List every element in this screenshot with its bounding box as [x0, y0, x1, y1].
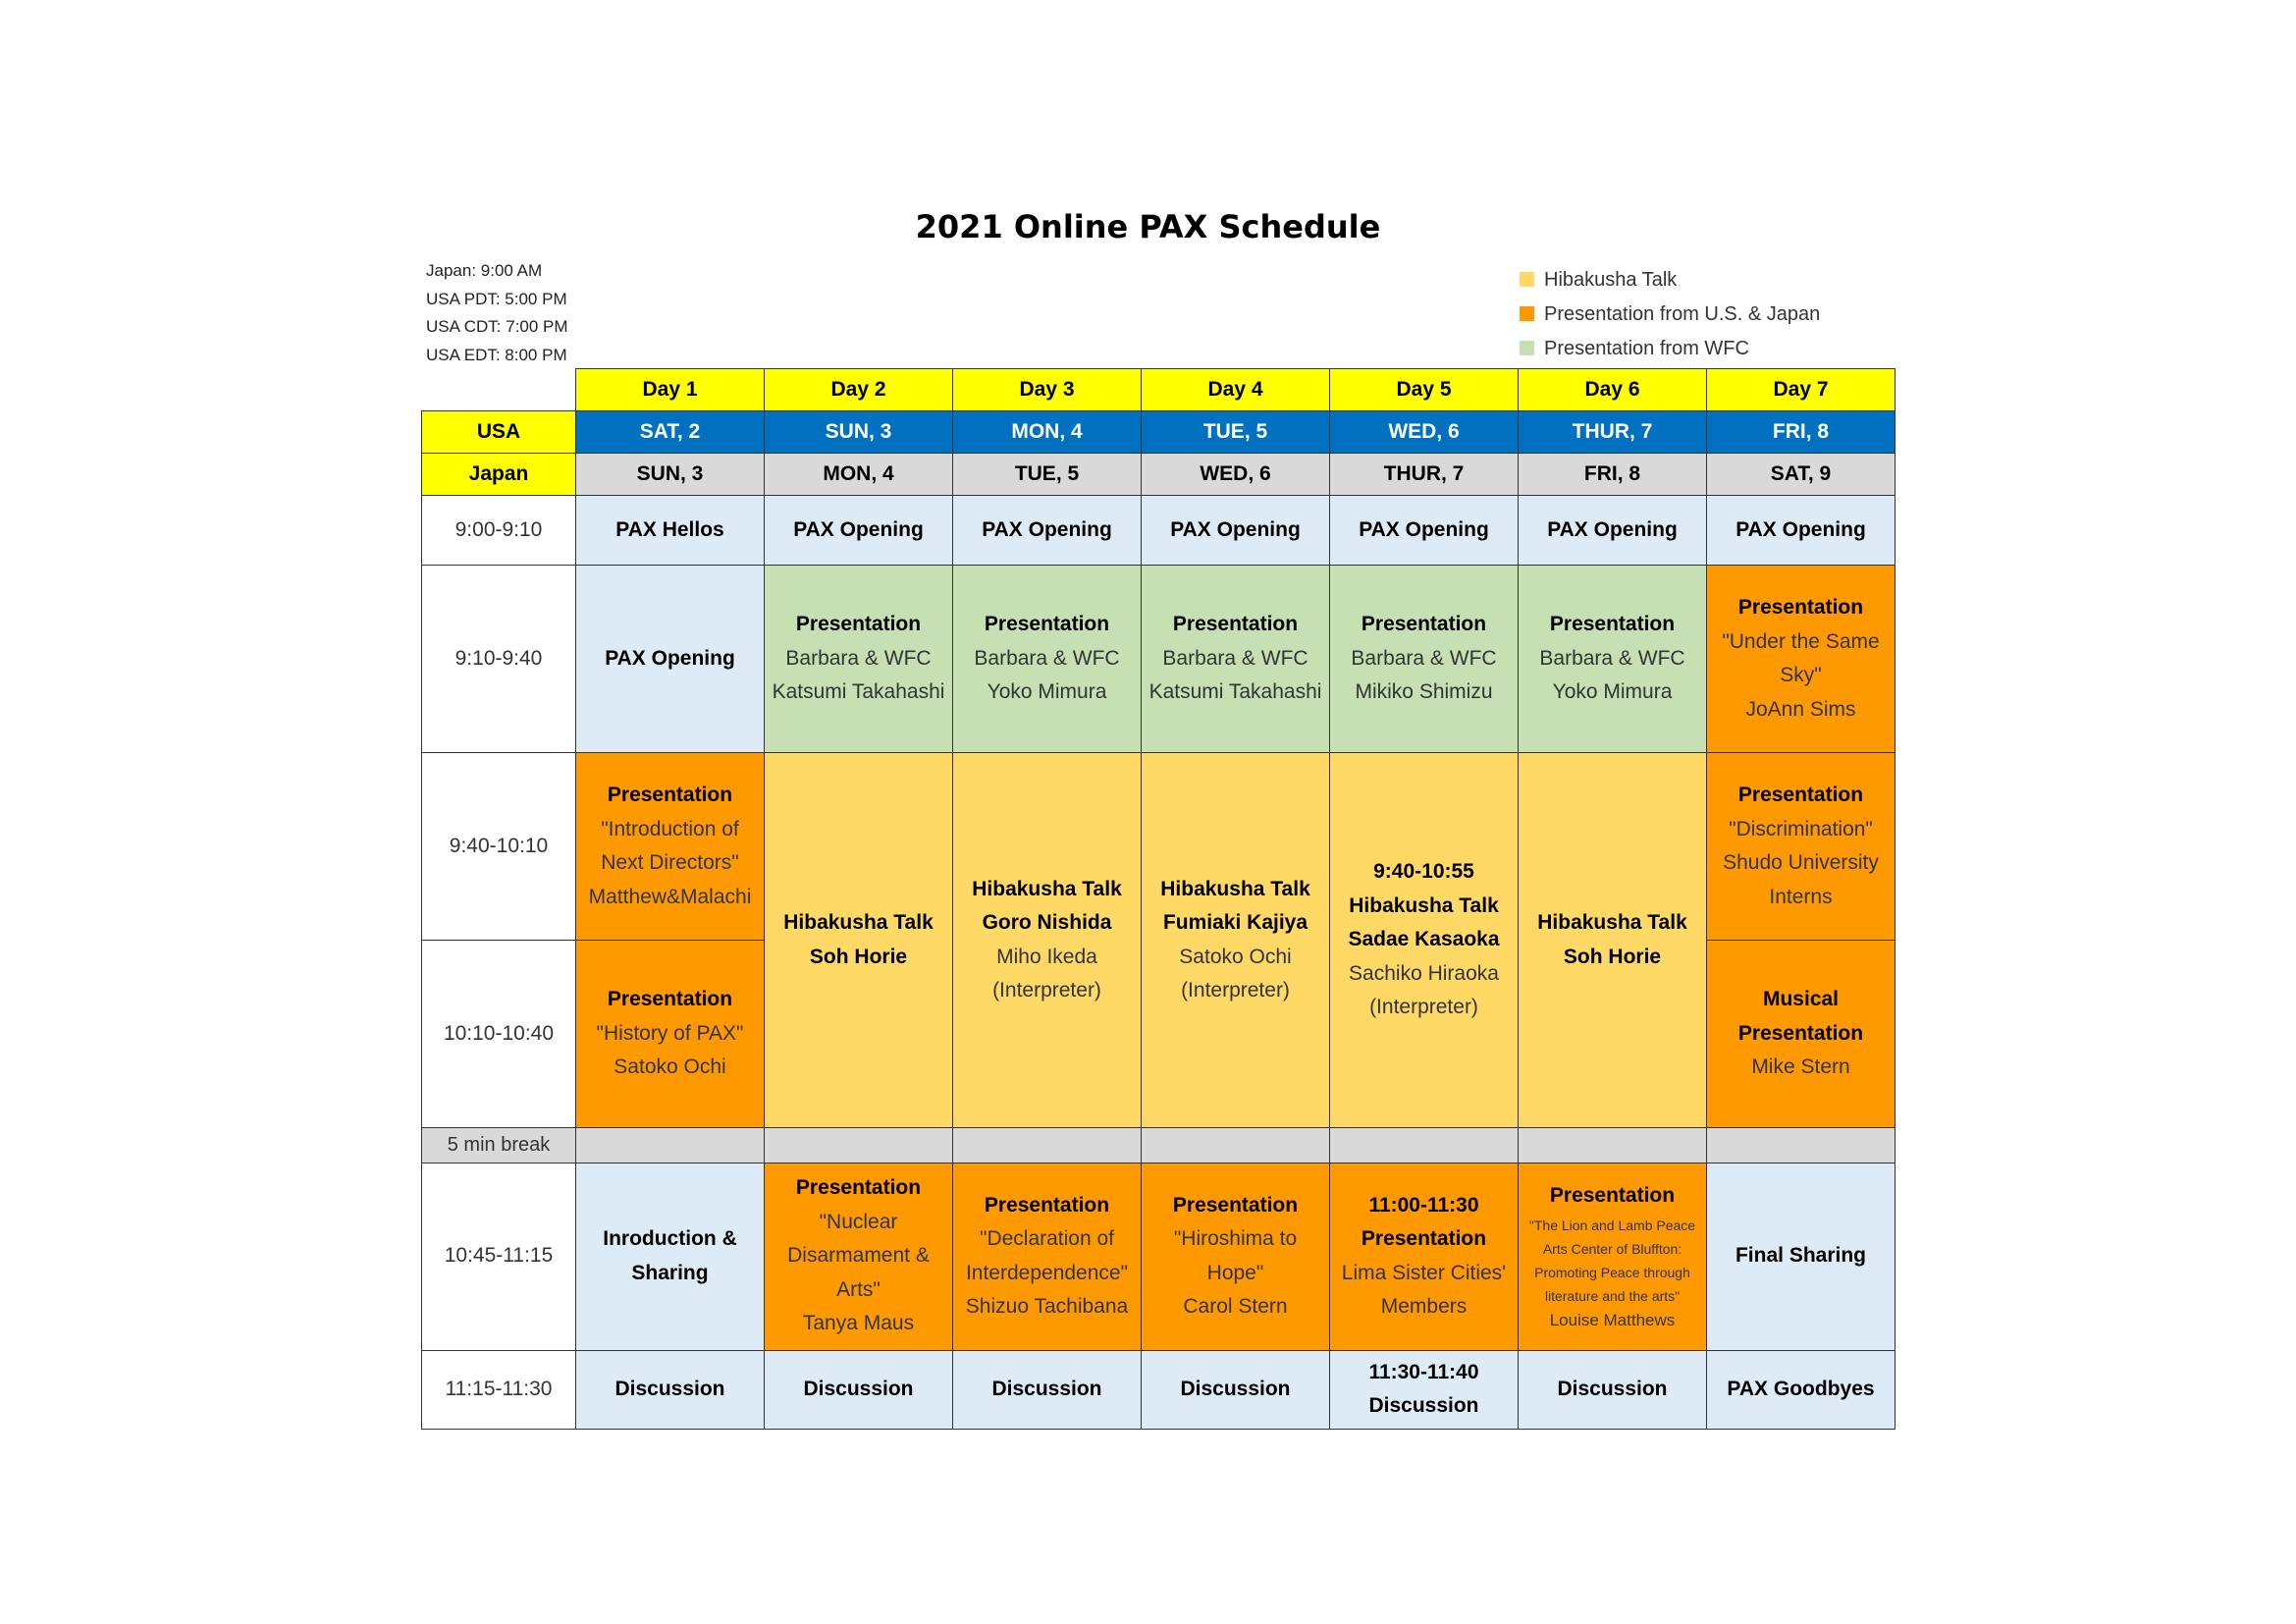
usa-date: MON, 4: [953, 411, 1142, 454]
session-cell: PAX Opening: [765, 496, 953, 566]
session-cell: Discussion: [1142, 1350, 1330, 1429]
session-cell: PAX Opening: [1519, 496, 1707, 566]
usa-date: FRI, 8: [1707, 411, 1896, 454]
usa-label: USA: [422, 411, 576, 454]
time-note-japan: Japan: 9:00 AM: [426, 261, 543, 280]
schedule-table: [421, 368, 1896, 1430]
break-cell: [1330, 1128, 1519, 1164]
session-cell: Presentation "Under the Same Sky" JoAnn Sims: [1707, 566, 1896, 753]
session-cell: Discussion: [576, 1350, 765, 1429]
time-note-cdt: USA CDT: 7:00 PM: [426, 317, 568, 336]
slot-row: [422, 753, 1896, 941]
break-cell: [1519, 1128, 1707, 1164]
break-row: [422, 1128, 1896, 1164]
time-slot: 10:10-10:40: [422, 941, 576, 1128]
break-cell: [1142, 1128, 1330, 1164]
time-slot: 10:45-11:15: [422, 1163, 576, 1350]
session-cell: Presentation Barbara & WFC Yoko Mimura: [1519, 566, 1707, 753]
break-cell: [1707, 1128, 1896, 1164]
break-label: 5 min break: [422, 1128, 576, 1164]
session-cell: Presentation Barbara & WFC Katsumi Takahashi: [765, 566, 953, 753]
session-cell: 11:30-11:40 Discussion: [1330, 1350, 1519, 1429]
session-cell: Presentation Barbara & WFC Katsumi Takahashi: [1142, 566, 1330, 753]
time-slot: 9:40-10:10: [422, 753, 576, 941]
session-cell: PAX Opening: [953, 496, 1142, 566]
slot-row: [422, 1163, 1896, 1350]
session-cell: Hibakusha Talk Goro Nishida Miho Ikeda (Interpreter): [953, 753, 1142, 1128]
time-slot: 11:15-11:30: [422, 1350, 576, 1429]
day-6-header: Day 6: [1519, 369, 1707, 411]
japan-date: TUE, 5: [953, 454, 1142, 496]
session-cell: Musical Presentation Mike Stern: [1707, 941, 1896, 1128]
usa-date: SAT, 2: [576, 411, 765, 454]
session-cell: Presentation "Hiroshima to Hope" Carol Stern: [1142, 1163, 1330, 1350]
break-cell: [765, 1128, 953, 1164]
session-cell: Hibakusha Talk Soh Horie: [1519, 753, 1707, 1128]
usa-date-row: [422, 411, 1896, 454]
usa-date: SUN, 3: [765, 411, 953, 454]
japan-label: Japan: [422, 454, 576, 496]
legend-swatch-green: [1520, 341, 1534, 355]
time-slot: 9:10-9:40: [422, 566, 576, 753]
session-cell: PAX Hellos: [576, 496, 765, 566]
session-cell: Presentation "Discrimination" Shudo University Interns: [1707, 753, 1896, 941]
japan-date: SAT, 9: [1707, 454, 1896, 496]
japan-date-row: [422, 454, 1896, 496]
session-cell: 11:00-11:30 Presentation Lima Sister Cities' Members: [1330, 1163, 1519, 1350]
session-cell: Presentation "Introduction of Next Directors" Matthew&Malachi: [576, 753, 765, 941]
session-cell: Presentation "Nuclear Disarmament & Arts" Tanya Maus: [765, 1163, 953, 1350]
session-cell: 9:40-10:55 Hibakusha Talk Sadae Kasaoka Sachiko Hiraoka (Interpreter): [1330, 753, 1519, 1128]
slot-row: [422, 566, 1896, 753]
usa-date: THUR, 7: [1519, 411, 1707, 454]
legend-item-presentation-wfc: Presentation from WFC: [1520, 332, 1820, 366]
session-cell: Hibakusha Talk Fumiaki Kajiya Satoko Ochi (Interpreter): [1142, 753, 1330, 1128]
session-cell: Final Sharing: [1707, 1163, 1896, 1350]
legend-item-presentation-us-japan: Presentation from U.S. & Japan: [1520, 298, 1820, 332]
corner-cell: [422, 369, 576, 411]
japan-date: SUN, 3: [576, 454, 765, 496]
session-cell: Discussion: [765, 1350, 953, 1429]
session-cell: Presentation "Declaration of Interdependence" Shizuo Tachibana: [953, 1163, 1142, 1350]
break-cell: [953, 1128, 1142, 1164]
legend-swatch-yellow: [1520, 272, 1534, 287]
day-7-header: Day 7: [1707, 369, 1896, 411]
slot-row: [422, 1350, 1896, 1429]
legend: [1520, 263, 1820, 366]
session-cell: Presentation "The Lion and Lamb Peace Arts Center of Bluffton: Promoting Peace through literature and the arts" Louise Matthews: [1519, 1163, 1707, 1350]
usa-date: TUE, 5: [1142, 411, 1330, 454]
japan-date: WED, 6: [1142, 454, 1330, 496]
page-title: 2021 Online PAX Schedule: [915, 208, 1381, 245]
slot-row: [422, 496, 1896, 566]
session-cell: Presentation "History of PAX" Satoko Ochi: [576, 941, 765, 1128]
session-cell: PAX Opening: [576, 566, 765, 753]
session-cell: PAX Goodbyes: [1707, 1350, 1896, 1429]
time-slot: 9:00-9:10: [422, 496, 576, 566]
session-cell: Presentation Barbara & WFC Yoko Mimura: [953, 566, 1142, 753]
time-note-edt: USA EDT: 8:00 PM: [426, 345, 567, 364]
day-4-header: Day 4: [1142, 369, 1330, 411]
session-cell: PAX Opening: [1142, 496, 1330, 566]
session-cell: PAX Opening: [1330, 496, 1519, 566]
time-note-pdt: USA PDT: 5:00 PM: [426, 289, 567, 308]
start-times-note: [426, 257, 568, 369]
session-cell: PAX Opening: [1707, 496, 1896, 566]
session-cell: Discussion: [953, 1350, 1142, 1429]
usa-date: WED, 6: [1330, 411, 1519, 454]
session-cell: Presentation Barbara & WFC Mikiko Shimizu: [1330, 566, 1519, 753]
day-2-header: Day 2: [765, 369, 953, 411]
session-cell: Hibakusha Talk Soh Horie: [765, 753, 953, 1128]
day-1-header: Day 1: [576, 369, 765, 411]
japan-date: FRI, 8: [1519, 454, 1707, 496]
session-cell: Inroduction & Sharing: [576, 1163, 765, 1350]
day-5-header: Day 5: [1330, 369, 1519, 411]
legend-item-hibakusha: Hibakusha Talk: [1520, 263, 1820, 298]
day-3-header: Day 3: [953, 369, 1142, 411]
day-header-row: [422, 369, 1896, 411]
japan-date: THUR, 7: [1330, 454, 1519, 496]
session-cell: Discussion: [1519, 1350, 1707, 1429]
break-cell: [576, 1128, 765, 1164]
japan-date: MON, 4: [765, 454, 953, 496]
legend-swatch-orange: [1520, 306, 1534, 321]
